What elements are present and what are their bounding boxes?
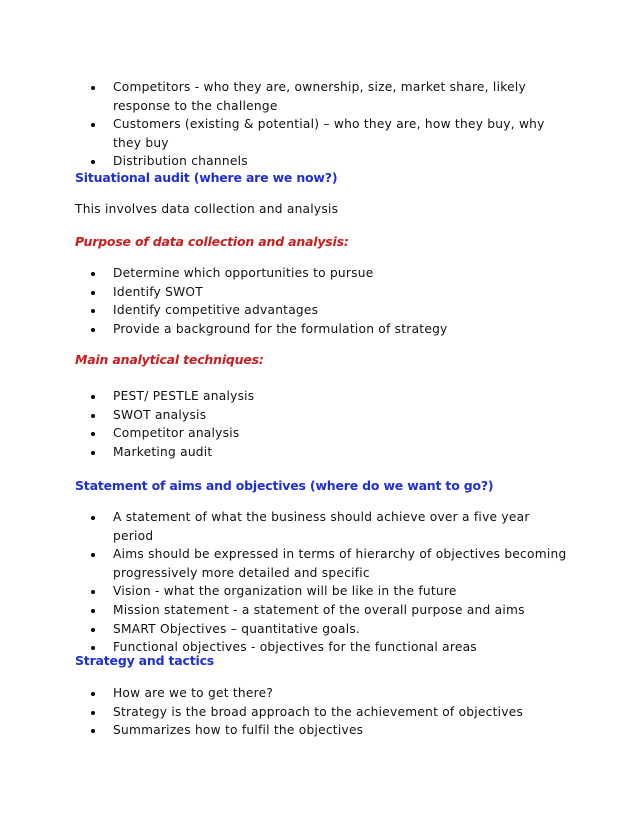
bullet-icon bbox=[91, 432, 95, 436]
list-item bbox=[88, 406, 568, 425]
bullet-icon bbox=[91, 646, 95, 650]
list-item bbox=[88, 320, 568, 339]
list-item-text: Functional objectives - objectives for the functional areas bbox=[113, 640, 477, 655]
list-item-text: Vision - what the organization will be like in the future bbox=[113, 584, 457, 599]
list-item bbox=[88, 115, 568, 152]
list-item bbox=[88, 721, 568, 740]
list-item bbox=[88, 620, 568, 639]
bullet-icon bbox=[91, 553, 95, 557]
list-item bbox=[88, 283, 568, 302]
list-item-text: PEST/ PESTLE analysis bbox=[113, 389, 255, 403]
list-item-text: Aims should be expressed in terms of hierarchy of objectives becoming progressively more detailed and specific bbox=[113, 547, 567, 580]
bullet-icon bbox=[91, 291, 95, 295]
list-item-text: Customers (existing & potential) – who they are, how they buy, why they buy bbox=[113, 117, 545, 150]
list-item-text: Determine which opportunities to pursue bbox=[113, 266, 374, 280]
purpose-list bbox=[88, 264, 568, 338]
list-item bbox=[88, 703, 568, 722]
situational-audit-text: This involves data collection and analysis bbox=[75, 202, 339, 216]
list-item bbox=[88, 264, 568, 283]
list-item-text: Distribution channels bbox=[113, 154, 248, 169]
list-item bbox=[88, 684, 568, 703]
techniques-list bbox=[88, 387, 568, 461]
strategy-heading: Strategy and tactics bbox=[75, 653, 215, 668]
bullet-icon bbox=[91, 395, 95, 399]
list-item bbox=[88, 78, 568, 115]
list-item-text: Identify SWOT bbox=[113, 284, 203, 299]
bullet-icon bbox=[91, 309, 95, 313]
bullet-icon bbox=[91, 414, 95, 418]
bullet-icon bbox=[91, 516, 95, 520]
bullet-icon bbox=[91, 86, 95, 90]
bullet-icon bbox=[91, 451, 95, 455]
list-item-text: Summarizes how to fulfil the objectives bbox=[113, 723, 364, 738]
list-item bbox=[88, 387, 568, 406]
list-item-text: Identify competitive advantages bbox=[113, 303, 319, 318]
list-item-text: Strategy is the broad approach to the achievement of objectives bbox=[113, 704, 524, 719]
list-item-text: SMART Objectives – quantitative goals. bbox=[113, 621, 361, 636]
bullet-icon bbox=[91, 609, 95, 613]
list-item-text: How are we to get there? bbox=[113, 686, 274, 700]
bullet-icon bbox=[91, 729, 95, 733]
bullet-icon bbox=[91, 628, 95, 632]
aims-list bbox=[88, 508, 568, 657]
bullet-icon bbox=[91, 123, 95, 127]
bullet-icon bbox=[91, 711, 95, 715]
intro-list bbox=[88, 78, 568, 171]
list-item-text: Provide a background for the formulation of strategy bbox=[113, 321, 448, 336]
list-item-text: Competitor analysis bbox=[113, 426, 240, 441]
list-item bbox=[88, 301, 568, 320]
list-item bbox=[88, 545, 568, 582]
list-item-text: Competitors - who they are, ownership, size, market share, likely response to the challenge bbox=[113, 80, 526, 113]
situational-audit-heading: Situational audit (where are we now?) bbox=[75, 170, 338, 185]
bullet-icon bbox=[91, 692, 95, 696]
bullet-icon bbox=[91, 272, 95, 276]
list-item-text: Marketing audit bbox=[113, 444, 213, 459]
techniques-heading: Main analytical techniques: bbox=[75, 352, 264, 367]
bullet-icon bbox=[91, 590, 95, 594]
list-item bbox=[88, 601, 568, 620]
purpose-heading: Purpose of data collection and analysis: bbox=[75, 234, 349, 249]
list-item bbox=[88, 508, 568, 545]
list-item-text: A statement of what the business should achieve over a five year period bbox=[113, 510, 530, 543]
strategy-list bbox=[88, 684, 568, 740]
list-item bbox=[88, 582, 568, 601]
list-item bbox=[88, 443, 568, 462]
list-item-text: Mission statement - a statement of the overall purpose and aims bbox=[113, 602, 525, 617]
bullet-icon bbox=[91, 328, 95, 332]
list-item bbox=[88, 152, 568, 171]
list-item-text: SWOT analysis bbox=[113, 407, 207, 422]
list-item bbox=[88, 424, 568, 443]
bullet-icon bbox=[91, 160, 95, 164]
aims-heading: Statement of aims and objectives (where do we want to go?) bbox=[75, 478, 494, 493]
